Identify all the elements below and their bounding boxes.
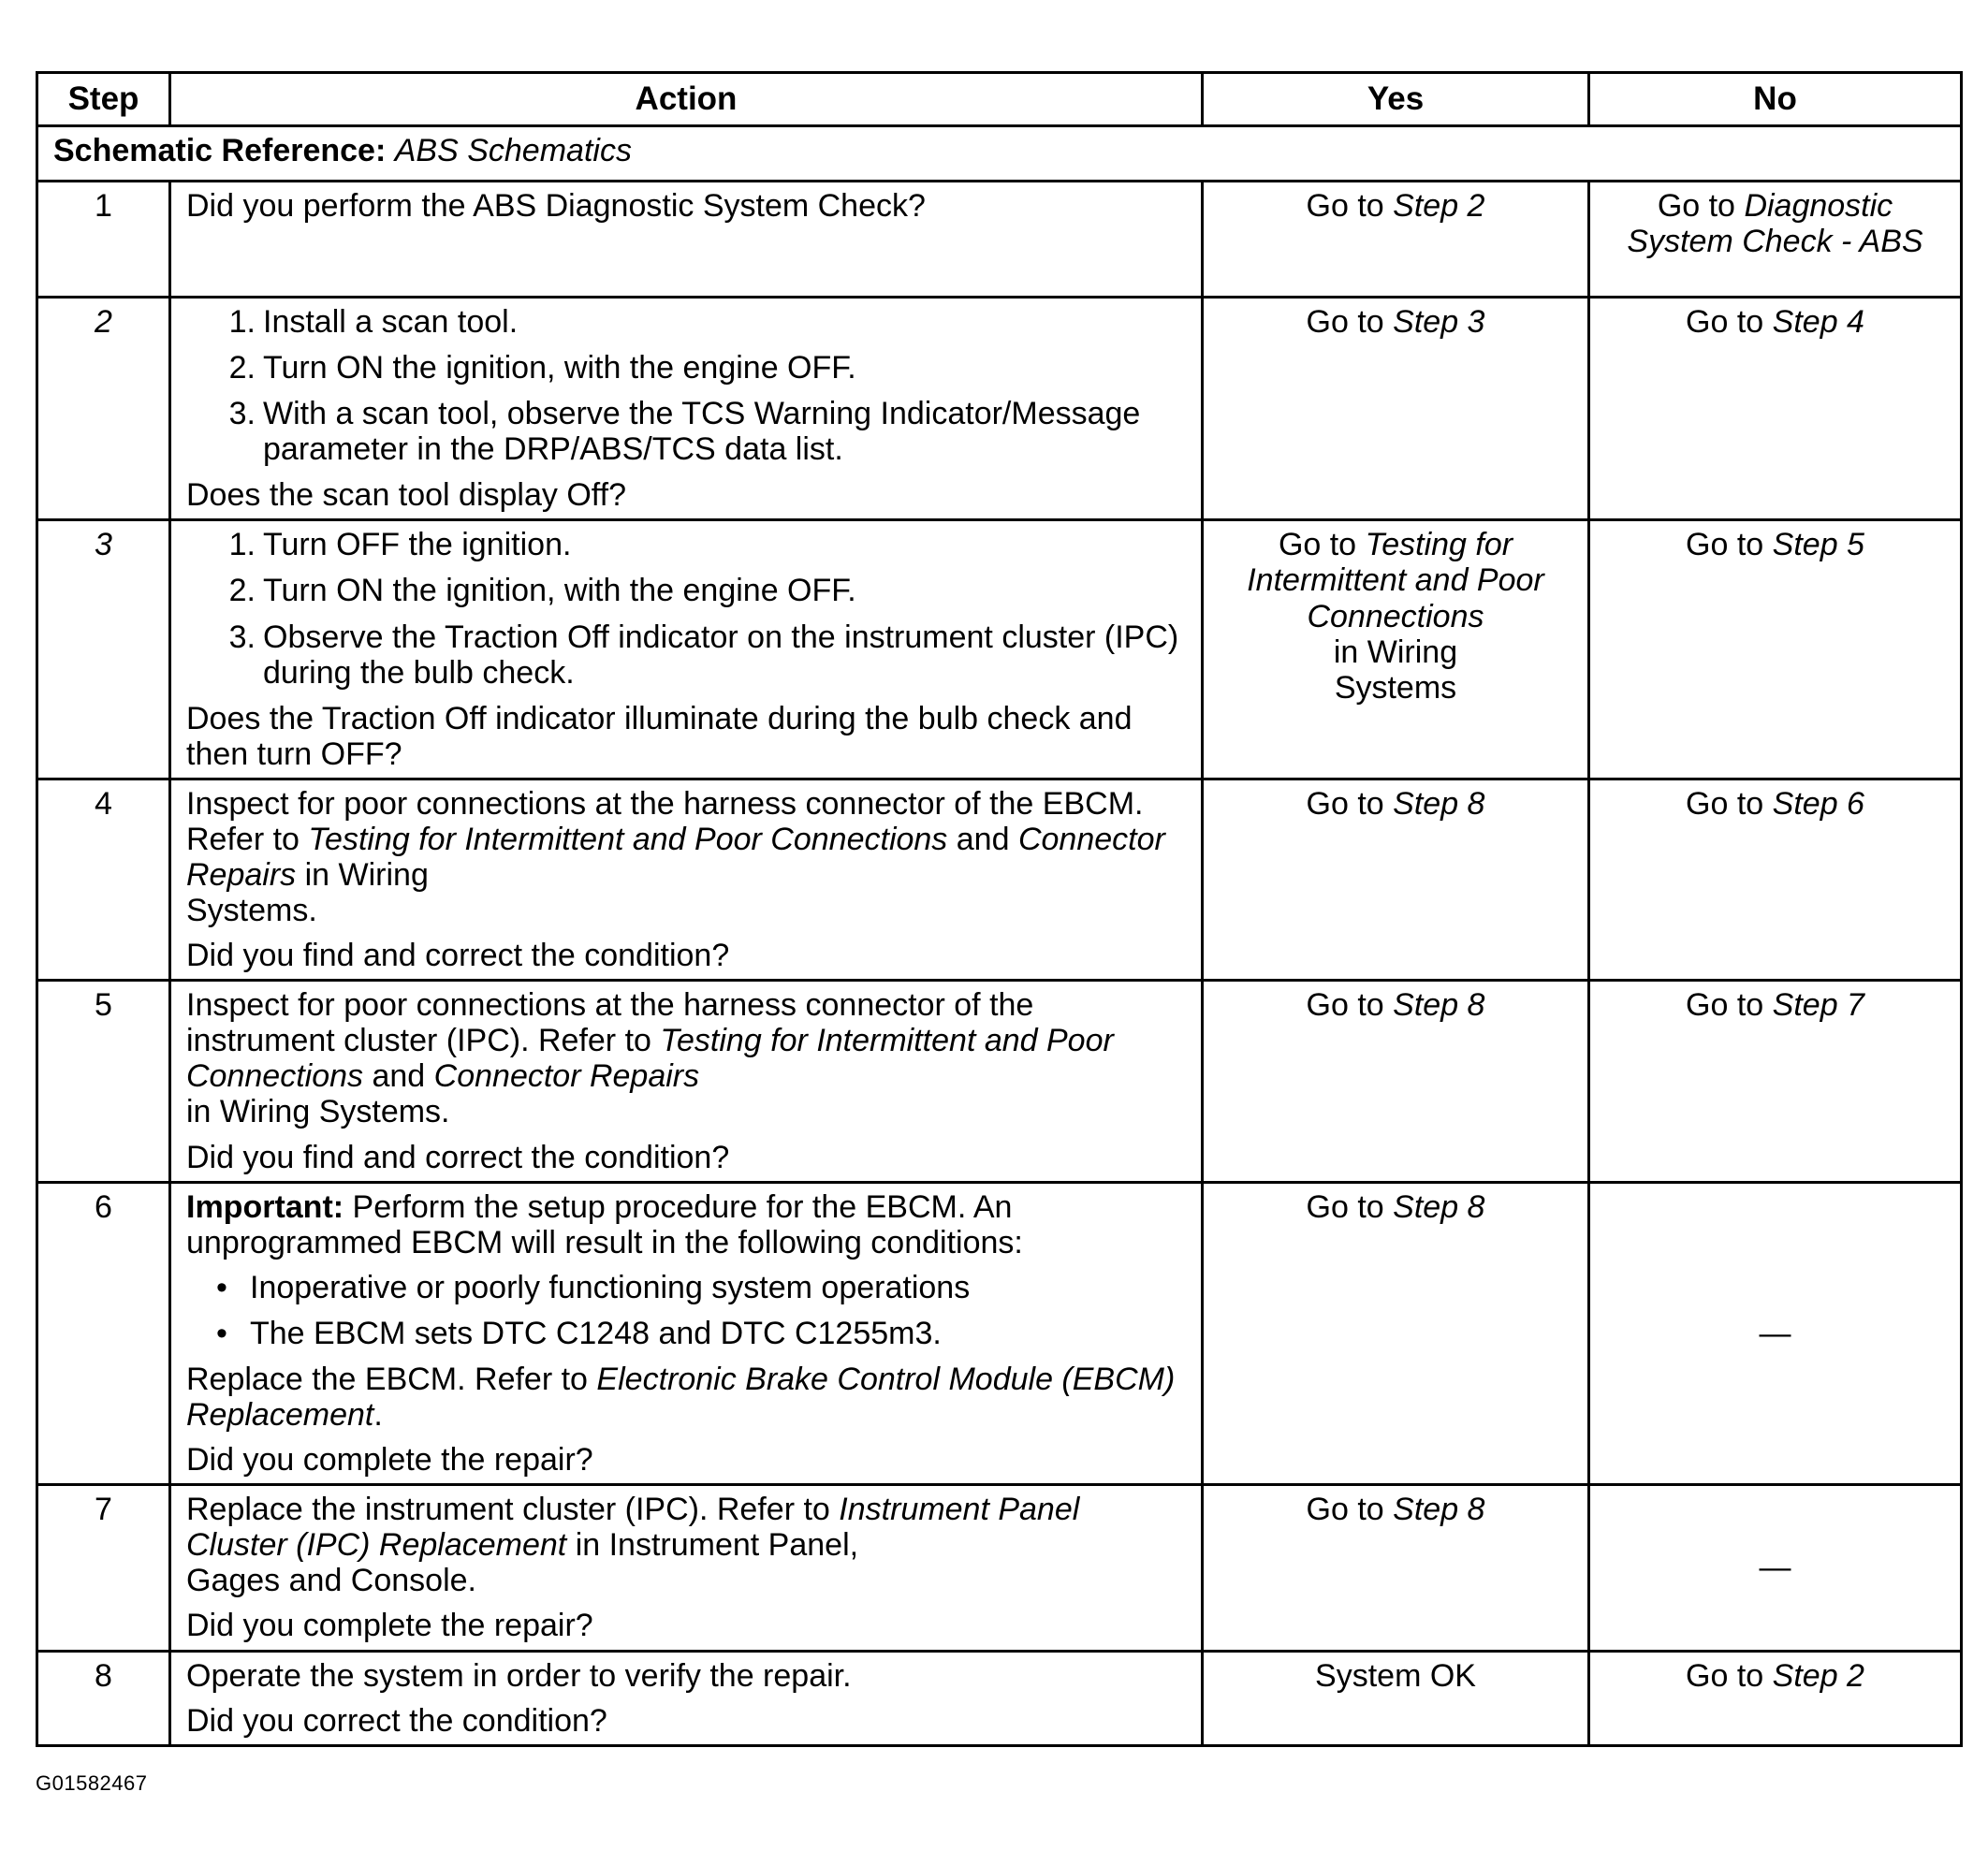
- action-cell: [170, 1651, 1203, 1745]
- reference-link[interactable]: Testing for Intermittent and Poor Connections: [186, 1023, 1114, 1095]
- yes-suffix-text: in Wiring: [1333, 634, 1458, 670]
- action-cell: [170, 981, 1203, 1182]
- instruction-part: and: [956, 821, 1010, 857]
- schematic-reference-row: [37, 126, 1962, 182]
- bullet-icon: •: [216, 1269, 227, 1305]
- item-text: Turn ON the ignition, with the engine OFF.: [263, 350, 856, 386]
- instruction-part: in Wiring: [304, 857, 429, 894]
- no-reference-link[interactable]: Diagnostic: [1744, 188, 1893, 224]
- instruction-text: [186, 1362, 1186, 1433]
- item-text: Turn OFF the ignition.: [263, 527, 572, 563]
- yes-reference-link[interactable]: Step 8: [1393, 1188, 1485, 1225]
- go-to-text: Go to: [1278, 527, 1357, 563]
- table-row: [37, 981, 1962, 1182]
- reference-link[interactable]: Instrument Panel Cluster (IPC) Replacement: [186, 1492, 1080, 1564]
- step-number: 7: [37, 1485, 170, 1651]
- diagnostic-table: [36, 71, 1963, 1747]
- go-to-text: Go to: [1306, 188, 1384, 224]
- action-cell: [170, 1182, 1203, 1485]
- question-text: Does the scan tool display Off?: [186, 477, 626, 514]
- bullet-icon: •: [216, 1315, 227, 1351]
- instruction-text: [186, 786, 1186, 928]
- action-cell: [170, 520, 1203, 779]
- condition-text: Inoperative or poorly functioning system operations: [250, 1269, 971, 1305]
- no-dash: —: [1759, 1315, 1791, 1351]
- go-to-text: Go to: [1686, 1657, 1764, 1694]
- procedure-item: [214, 573, 1186, 608]
- go-to-text: Go to: [1306, 1492, 1384, 1528]
- yes-suffix-text: Systems: [1334, 669, 1457, 706]
- figure-id: G01582467: [36, 1771, 148, 1795]
- reference-link[interactable]: Connector Repairs: [186, 821, 1165, 894]
- yes-cell: [1203, 981, 1589, 1182]
- instruction-part: in Instrument Panel,: [575, 1527, 859, 1564]
- go-to-text: Go to: [1306, 304, 1384, 340]
- question-text: Did you correct the condition?: [186, 1702, 607, 1739]
- instruction-part: .: [373, 1397, 383, 1434]
- instruction-part: in Wiring Systems.: [186, 1094, 450, 1130]
- no-reference-link[interactable]: System Check - ABS: [1627, 224, 1923, 260]
- question-text: Did you complete the repair?: [186, 1608, 593, 1644]
- table-row: [37, 1651, 1962, 1745]
- yes-cell: [1203, 1485, 1589, 1651]
- condition-item: [216, 1270, 1186, 1305]
- procedure-item: [214, 304, 1186, 340]
- yes-cell: [1203, 1651, 1589, 1745]
- procedure-item: [214, 619, 1186, 691]
- step-number: 6: [37, 1182, 170, 1485]
- no-reference-link[interactable]: Step 7: [1772, 987, 1864, 1024]
- condition-list: [186, 1270, 1186, 1351]
- yes-result-text: System OK: [1315, 1657, 1476, 1694]
- condition-item: [216, 1316, 1186, 1351]
- item-number: 3.: [228, 396, 256, 432]
- instruction-text: Operate the system in order to verify the repair.: [186, 1657, 852, 1694]
- no-reference-link[interactable]: Step 2: [1772, 1657, 1864, 1694]
- no-cell: [1589, 1485, 1962, 1651]
- no-reference-link[interactable]: Step 5: [1772, 527, 1864, 563]
- go-to-text: Go to: [1686, 785, 1764, 822]
- instruction-part: Replace the EBCM. Refer to: [186, 1361, 588, 1397]
- yes-reference-link[interactable]: Step 8: [1393, 987, 1485, 1024]
- question-text: Did you perform the ABS Diagnostic System Check?: [186, 188, 926, 224]
- table-row: [37, 1182, 1962, 1485]
- action-cell: [170, 298, 1203, 520]
- go-to-text: Go to: [1306, 987, 1384, 1024]
- yes-reference-link[interactable]: Testing for Intermittent and Poor Connections: [1247, 527, 1544, 634]
- question-text: Did you complete the repair?: [186, 1442, 593, 1479]
- no-reference-link[interactable]: Step 6: [1772, 785, 1864, 822]
- instruction-text: [186, 1492, 1186, 1598]
- table-row: [37, 1485, 1962, 1651]
- yes-reference-link[interactable]: Step 8: [1393, 1492, 1485, 1528]
- no-reference-link[interactable]: Step 4: [1772, 304, 1864, 340]
- yes-reference-link[interactable]: Step 8: [1393, 785, 1485, 822]
- no-cell: [1589, 182, 1962, 298]
- important-label: Important:: [186, 1188, 344, 1225]
- question-text: Did you find and correct the condition?: [186, 1139, 730, 1175]
- yes-cell: [1203, 1182, 1589, 1485]
- header-no: No: [1589, 73, 1962, 126]
- item-number: 2.: [228, 350, 256, 386]
- item-text: With a scan tool, observe the TCS Warning Indicator/Message parameter in the DRP/ABS/TCS data list.: [263, 396, 1141, 468]
- procedure-list: [186, 304, 1186, 467]
- step-number: 3: [37, 520, 170, 779]
- important-text: Perform the setup procedure for the EBCM. An unprogrammed EBCM will result in the following conditions:: [186, 1188, 1023, 1260]
- reference-link[interactable]: Connector Repairs: [433, 1058, 700, 1095]
- no-cell: [1589, 1651, 1962, 1745]
- no-cell: [1589, 1182, 1962, 1485]
- header-yes: Yes: [1203, 73, 1589, 126]
- no-cell: [1589, 298, 1962, 520]
- header-step: Step: [37, 73, 170, 126]
- schematic-reference-label: Schematic Reference:: [53, 133, 387, 168]
- go-to-text: Go to: [1686, 527, 1764, 563]
- header-action: Action: [170, 73, 1203, 126]
- item-number: 1.: [228, 304, 256, 340]
- no-cell: [1589, 779, 1962, 980]
- item-text: Observe the Traction Off indicator on the instrument cluster (IPC) during the bulb check.: [263, 619, 1179, 691]
- yes-reference-link[interactable]: Step 2: [1393, 188, 1485, 224]
- instruction-text: [186, 987, 1186, 1129]
- item-text: Install a scan tool.: [263, 304, 519, 340]
- item-number: 2.: [228, 573, 256, 609]
- reference-link[interactable]: Electronic Brake Control Module (EBCM) Replacement: [186, 1361, 1176, 1434]
- instruction-part: Gages and Console.: [186, 1563, 476, 1599]
- step-number: 1: [37, 182, 170, 298]
- instruction-part: Systems.: [186, 893, 317, 929]
- action-cell: [170, 1485, 1203, 1651]
- action-cell: [170, 779, 1203, 980]
- instruction-part: Replace the instrument cluster (IPC). Refer to: [186, 1492, 830, 1528]
- go-to-text: Go to: [1657, 188, 1735, 224]
- procedure-item: [214, 396, 1186, 467]
- yes-cell: [1203, 298, 1589, 520]
- procedure-list: [186, 527, 1186, 690]
- important-note: [186, 1189, 1186, 1260]
- item-number: 1.: [228, 527, 256, 563]
- yes-cell: [1203, 779, 1589, 980]
- table-row: [37, 779, 1962, 980]
- yes-reference-link[interactable]: Step 3: [1393, 304, 1485, 340]
- step-number: 8: [37, 1651, 170, 1745]
- step-number: 2: [37, 298, 170, 520]
- go-to-text: Go to: [1686, 304, 1764, 340]
- instruction-part: Inspect for poor connections at the harness connector of the EBCM. Refer to: [186, 785, 1144, 857]
- question-text: Does the Traction Off indicator illuminate during the bulb check and then turn OFF?: [186, 700, 1133, 772]
- table-row: [37, 520, 1962, 779]
- procedure-item: [214, 527, 1186, 562]
- reference-link[interactable]: Testing for Intermittent and Poor Connections: [308, 821, 948, 857]
- condition-text: The EBCM sets DTC C1248 and DTC C1255m3.: [250, 1315, 942, 1351]
- go-to-text: Go to: [1306, 785, 1384, 822]
- step-number: 5: [37, 981, 170, 1182]
- item-text: Turn ON the ignition, with the engine OFF.: [263, 573, 856, 609]
- table-row: [37, 182, 1962, 298]
- instruction-part: and: [372, 1058, 426, 1095]
- procedure-item: [214, 350, 1186, 386]
- step-number: 4: [37, 779, 170, 980]
- yes-cell: [1203, 520, 1589, 779]
- go-to-text: Go to: [1306, 1188, 1384, 1225]
- table-row: [37, 298, 1962, 520]
- action-cell: [170, 182, 1203, 298]
- item-number: 3.: [228, 619, 256, 655]
- question-text: Did you find and correct the condition?: [186, 938, 730, 974]
- no-dash: —: [1759, 1550, 1791, 1586]
- header-row: [37, 73, 1962, 126]
- yes-cell: [1203, 182, 1589, 298]
- instruction-part: Inspect for poor connections at the harness connector of the instrument cluster (IPC). Refer to: [186, 987, 1034, 1059]
- schematic-reference: [37, 126, 1962, 182]
- go-to-text: Go to: [1686, 987, 1764, 1024]
- no-cell: [1589, 981, 1962, 1182]
- no-cell: [1589, 520, 1962, 779]
- schematic-reference-link[interactable]: ABS Schematics: [394, 133, 632, 168]
